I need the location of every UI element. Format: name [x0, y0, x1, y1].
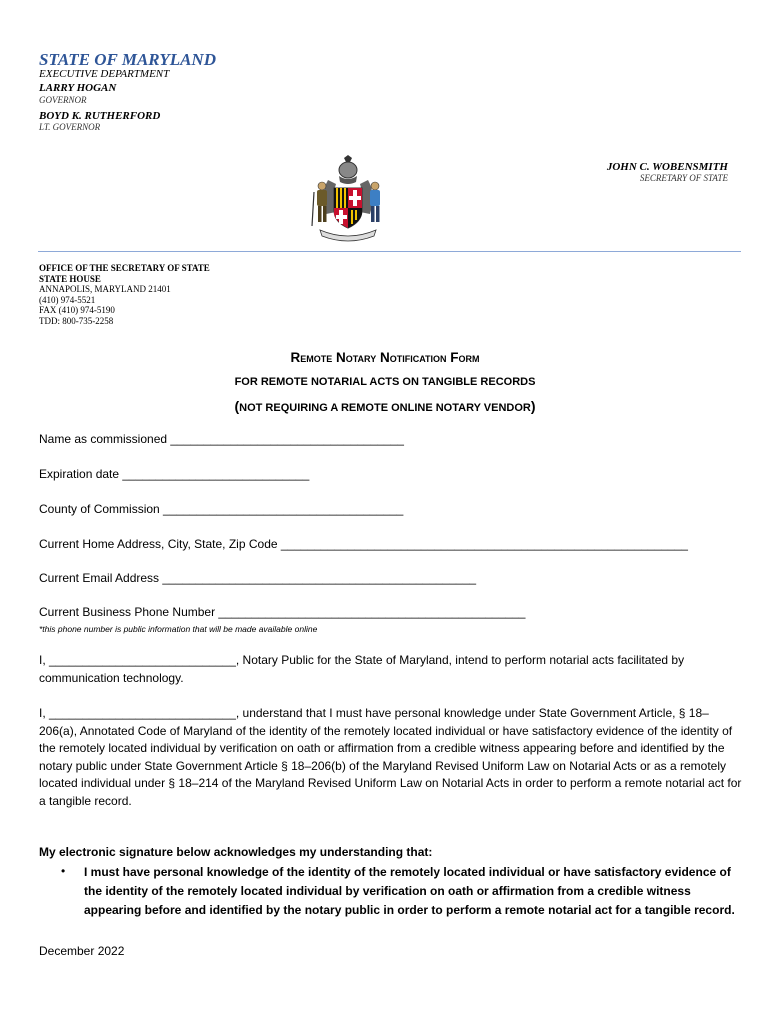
maryland-seal-icon	[306, 154, 390, 246]
office-tdd: TDD: 800-735-2258	[39, 315, 114, 326]
email-field[interactable]: Current Email Address _______________________________________________	[39, 571, 477, 585]
form-subtitle-tangible: FOR REMOTE NOTARIAL ACTS ON TANGIBLE RECORDS	[234, 376, 536, 388]
department-label: EXECUTIVE DEPARTMENT	[39, 68, 170, 80]
office-building: STATE HOUSE	[39, 273, 101, 284]
secretary-title: SECRETARY OF STATE	[639, 173, 728, 183]
phone-public-note: *this phone number is public information that will be made available online	[39, 624, 318, 634]
governor-title: GOVERNOR	[39, 95, 87, 105]
home-address-field[interactable]: Current Home Address, City, State, Zip Code _____________________________________________________________	[39, 537, 688, 551]
intent-paragraph[interactable]: I, ____________________________, Notary Public for the State of Maryland, intend to perform notarial acts facilitated by communication technology.	[39, 653, 685, 685]
name-field[interactable]: Name as commissioned ___________________________________	[39, 432, 404, 446]
governor-name: LARRY HOGAN	[39, 82, 117, 94]
form-title: Remote Notary Notification Form	[290, 350, 480, 365]
state-title: STATE OF MARYLAND	[39, 50, 216, 69]
secretary-name: JOHN C. WOBENSMITH	[606, 161, 728, 173]
bullet-icon: •	[61, 864, 66, 878]
understanding-paragraph[interactable]: I, ____________________________, understand that I must have personal knowledge under State Government Article, § 18–206(a), Annotated Code of Maryland of the identity of the remotely located individual or have satisfactory evidence of the identity of the remotely located individual by verification on oath or affirmation from a credible witness appearing before and identified by the notary public under State Government Article § 18–206(b) of the Maryland Revised Uniform Law on Notarial Acts or as a remotely located individual under § 18–214 of the Maryland Revised Uniform Law on Notarial Acts in order to perform a remote notarial act for a tangible record.	[39, 706, 742, 808]
form-subtitle-vendor-text: NOT REQUIRING A REMOTE ONLINE NOTARY VENDOR	[239, 402, 531, 414]
acknowledgement-item: I must have personal knowledge of the identity of the remotely located individual or have satisfactory evidence of the identity of the remotely located individual by verification on oath or affirmation from a credible witness appearing before and identified by the notary public in order to perform a remote notarial act for a tangible record.	[84, 865, 735, 917]
expiration-date-field[interactable]: Expiration date ____________________________	[39, 467, 310, 481]
footer-date: December 2022	[39, 944, 125, 958]
office-name: OFFICE OF THE SECRETARY OF STATE	[39, 263, 210, 273]
lt-governor-title: LT. GOVERNOR	[39, 122, 101, 132]
business-phone-field[interactable]: Current Business Phone Number ______________________________________________	[39, 605, 526, 619]
office-address-block	[39, 263, 210, 327]
office-city: ANNAPOLIS, MARYLAND 21401	[39, 284, 171, 295]
close-paren: )	[530, 398, 536, 414]
county-field[interactable]: County of Commission ____________________________________	[39, 502, 404, 516]
office-fax: FAX (410) 974-5190	[39, 305, 115, 316]
office-phone: (410) 974-5521	[39, 294, 96, 305]
lt-governor-name: BOYD K. RUTHERFORD	[39, 110, 161, 122]
header-divider	[38, 251, 741, 252]
acknowledgement-lead: My electronic signature below acknowledges my understanding that:	[39, 845, 433, 859]
open-paren: (	[234, 398, 240, 414]
form-subtitle-vendor	[0, 398, 770, 414]
